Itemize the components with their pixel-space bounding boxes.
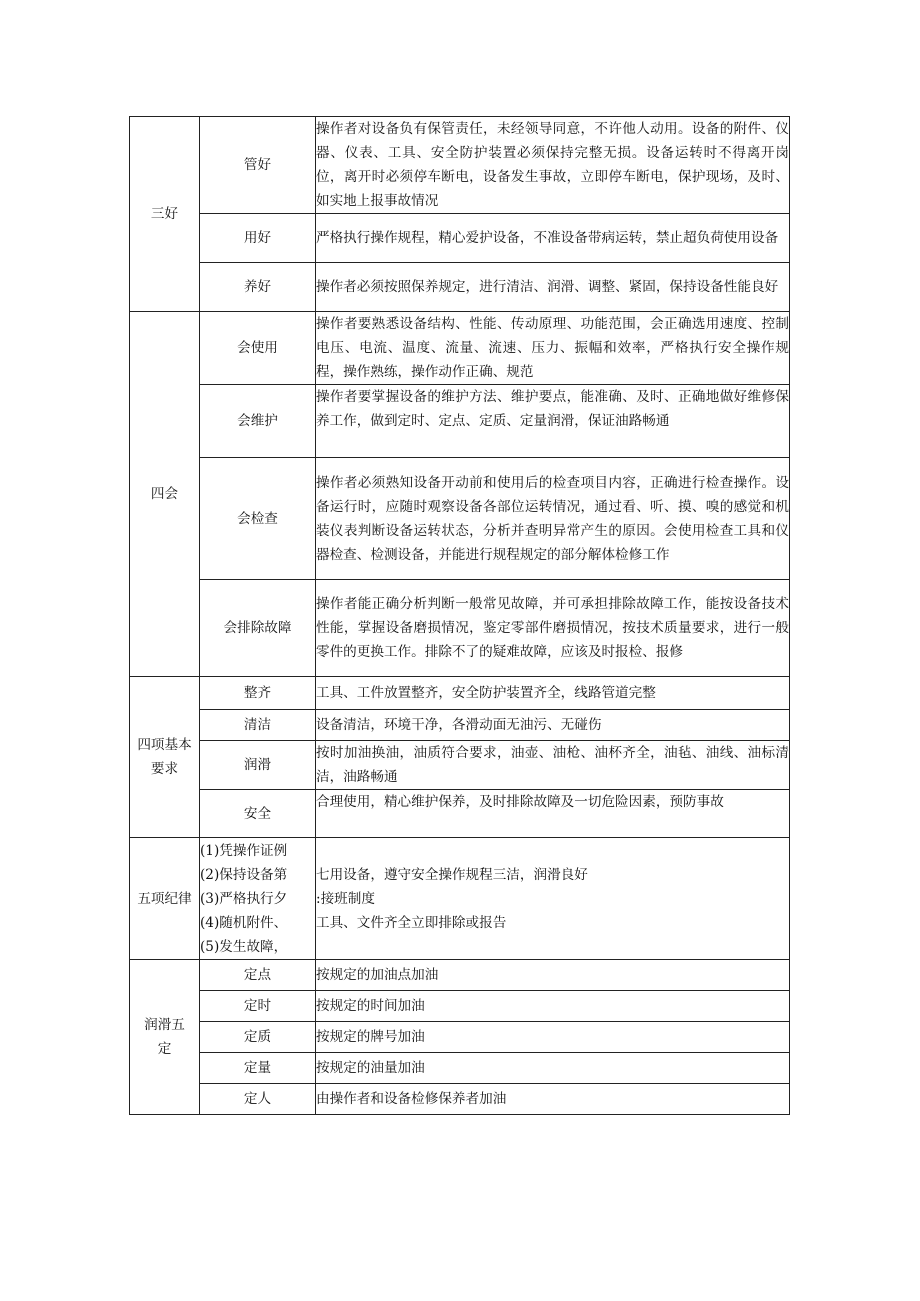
- category-cell: 五项纪律: [130, 838, 200, 960]
- table-row: [130, 1053, 790, 1084]
- table-row: [130, 580, 790, 677]
- discipline-desc-line: 工具、文件齐全立即排除或报告: [316, 914, 507, 931]
- item-name: 用好: [200, 214, 316, 263]
- discipline-list: [200, 838, 316, 960]
- category-cell: [130, 960, 200, 1115]
- discipline-desc-line: :接班制度: [316, 890, 375, 907]
- item-desc: 工具、工件放置整齐，安全防护装置齐全，线路管道完整: [316, 677, 790, 710]
- item-desc: 设备清洁，环境干净，各滑动面无油污、无碰伤: [316, 710, 790, 741]
- item-name: 会检查: [200, 458, 316, 580]
- item-desc: 按时加油换油，油质符合要求，油壶、油枪、油杯齐全，油毡、油线、油标清洁，油路畅通: [316, 741, 790, 790]
- item-desc: 按规定的牌号加油: [316, 1022, 790, 1053]
- table-row: [130, 991, 790, 1022]
- item-desc: 按规定的时间加油: [316, 991, 790, 1022]
- maintenance-rules-table: [129, 116, 790, 1115]
- table-row: [130, 960, 790, 991]
- table-row: [130, 677, 790, 710]
- category-label: 润滑五定: [144, 1017, 185, 1057]
- table-row: [130, 385, 790, 458]
- item-desc: 严格执行操作规程，精心爱护设备，不准设备带病运转，禁止超负荷使用设备: [316, 214, 790, 263]
- item-name: 养好: [200, 263, 316, 312]
- discipline-item: (5)发生故障，: [200, 938, 288, 955]
- item-desc: 合理使用，精心维护保养，及时排除故障及一切危险因素，预防事故: [316, 790, 790, 838]
- item-name: 定人: [200, 1084, 316, 1115]
- category-cell: [130, 677, 200, 838]
- item-desc: 操作者要熟悉设备结构、性能、传动原理、功能范围，会正确选用速度、控制电压、电流、温度、流量、流速、压力、振幅和效率，严格执行安全操作规程，操作熟练，操作动作正确、规范: [316, 312, 790, 385]
- category-label: 四项基本要求: [137, 737, 192, 777]
- item-name: 整齐: [200, 677, 316, 710]
- discipline-item: (2)保持设备第: [200, 866, 288, 883]
- item-name: 会维护: [200, 385, 316, 458]
- table-row: [130, 741, 790, 790]
- item-name: 会使用: [200, 312, 316, 385]
- item-name: 会排除故障: [200, 580, 316, 677]
- discipline-item: (4)随机附件、: [200, 914, 288, 931]
- item-name: 定量: [200, 1053, 316, 1084]
- discipline-desc: [316, 838, 790, 960]
- item-desc: 按规定的油量加油: [316, 1053, 790, 1084]
- table-row: [130, 312, 790, 385]
- table-row: [130, 838, 790, 960]
- item-name: 清洁: [200, 710, 316, 741]
- table-row: [130, 117, 790, 214]
- item-name: 管好: [200, 117, 316, 214]
- category-cell: 四会: [130, 312, 200, 677]
- category-cell: 三好: [130, 117, 200, 312]
- item-desc: 操作者必须熟知设备开动前和使用后的检查项目内容，正确进行检查操作。设备运行时，应随时观察设备各部位运转情况，通过看、听、摸、嗅的感觉和机装仪表判断设备运转状态，分析并查明异常产生的原因。会使用检查工具和仪器检查、检测设备，并能进行规程规定的部分解体检修工作: [316, 458, 790, 580]
- table-row: [130, 790, 790, 838]
- item-name: 安全: [200, 790, 316, 838]
- table-row: [130, 1022, 790, 1053]
- discipline-desc-line: 七用设备，遵守安全操作规程三洁，润滑良好: [316, 866, 588, 883]
- item-desc: 操作者要掌握设备的维护方法、维护要点，能准确、及时、正确地做好维修保养工作，做到定时、定点、定质、定量润滑，保证油路畅通: [316, 385, 790, 458]
- item-desc: 操作者能正确分析判断一般常见故障，并可承担排除故障工作，能按设备技术性能，掌握设备磨损情况，鉴定零部件磨损情况，按技术质量要求，进行一般零件的更换工作。排除不了的疑难故障，应该及时报检、报修: [316, 580, 790, 677]
- item-desc: 操作者必须按照保养规定，进行清洁、润滑、调整、紧固，保持设备性能良好: [316, 263, 790, 312]
- item-desc: 按规定的加油点加油: [316, 960, 790, 991]
- table-row: [130, 710, 790, 741]
- item-name: 定时: [200, 991, 316, 1022]
- discipline-item: (3)严格执行夕: [200, 890, 288, 907]
- table-row: [130, 458, 790, 580]
- item-name: 定质: [200, 1022, 316, 1053]
- item-name: 定点: [200, 960, 316, 991]
- item-desc: 操作者对设备负有保管责任，未经领导同意，不许他人动用。设备的附件、仪器、仪表、工具、安全防护装置必须保持完整无损。设备运转时不得离开岗位，离开时必须停车断电，设备发生事故，立即停车断电，保护现场，及时、如实地上报事故情况: [316, 117, 790, 214]
- discipline-item: (1)凭操作证例: [200, 842, 288, 859]
- table-row: [130, 263, 790, 312]
- table-row: [130, 1084, 790, 1115]
- item-name: 润滑: [200, 741, 316, 790]
- table-row: [130, 214, 790, 263]
- item-desc: 由操作者和设备检修保养者加油: [316, 1084, 790, 1115]
